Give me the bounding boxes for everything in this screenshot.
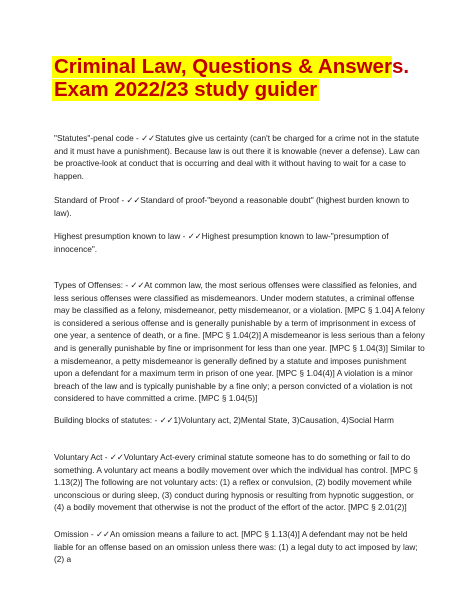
paragraph-types-of-offenses: Types of Offenses: - ✓✓At common law, the most serious offenses were classified as felonies, and less serious offenses were classified as misdemeanors. Under modern statutes, a criminal offense may be classified as a felony, misdemeanor, petty misdemeanor, or a violation. [MPC § 1.04] A felony is considered a serious offense and is generally punishable by a term of imprisonment in excess of one year, a sentence of death, or a fine. [MPC § 1.04(2)] A misdemeanor is less serious than a felony and is generally punishable by fine or imprisonment for less than one year. [MPC § 1.04(3)] Similar to a misdemeanor, a petty misdemeanor is generally defined by a statute and imposes punishment upon a defendant for a maximum term in prison of one year. [MPC § 1.04(4)] A violation is a minor breach of the law and is typically punishable by a fine only; a person convicted of a violation is not considered to have committed a crime. [MPC § 1.04(5)]: [54, 280, 425, 404]
title-line-2: Exam 2022/23 study guider: [54, 78, 318, 101]
paragraph-statutes: "Statutes"-penal code - ✓✓Statutes give us certainty (can't be charged for a crime not in the statute and it must have a punishment). Because law is out there it is knowable (never a defense). Law can be proactive-look at conduct that is occurring and deal with it without having to wait for a case to happen.: [54, 133, 420, 181]
document-title: [52, 55, 410, 102]
title-line-1: Criminal Law, Questions & Answers.: [54, 55, 410, 78]
paragraph-omission: Omission - ✓✓An omission means a failure to act. [MPC § 1.13(4)] A defendant may not be held liable for an offense based on an omission unless there was: (1) a legal duty to act imposed by law; (2) a: [54, 529, 418, 565]
paragraph-voluntary-act: Voluntary Act - ✓✓Voluntary Act-every criminal statute someone has to do something or fail to do something. A voluntary act means a bodily movement over which the individual has control. [MPC § 1.13(2)] The following are not voluntary acts: (1) a reflex or convulsion, (2) bodily movement while unconscious or during sleep, (3) conduct during hypnosis or resulting from hypnotic suggestion, or (4) a bodily movement that otherwise is not the product of the effort of the actor. [MPC § 2.01(2)]: [54, 452, 418, 513]
paragraph-standard-of-proof: Standard of Proof - ✓✓Standard of proof-"beyond a reasonable doubt" (highest burden known to law).: [54, 195, 410, 218]
paragraph-building-blocks: Building blocks of statutes: - ✓✓1)Voluntary act, 2)Mental State, 3)Causation, 4)Social Harm: [54, 415, 394, 425]
paragraph-highest-presumption: Highest presumption known to law - ✓✓Highest presumption known to law-"presumption of innocence".: [54, 231, 389, 254]
